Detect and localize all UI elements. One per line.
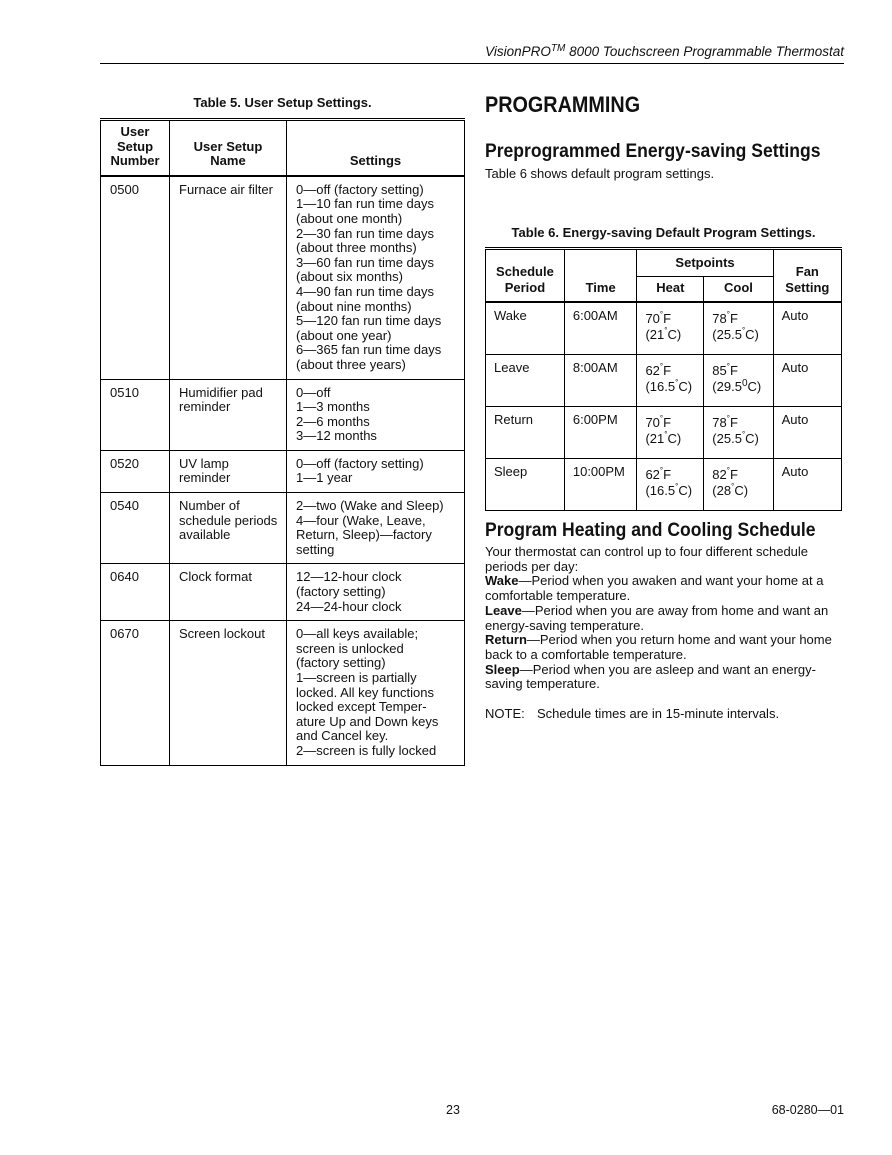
table-row bbox=[486, 407, 842, 459]
text-line: screen is unlocked bbox=[296, 640, 404, 656]
degree-sign: 0 bbox=[741, 378, 748, 389]
t6-header-fan: Fan Setting bbox=[773, 249, 841, 303]
text-line: 1—1 year bbox=[296, 470, 353, 486]
user-setup-table bbox=[100, 118, 465, 766]
setup-settings bbox=[287, 621, 465, 765]
temp-f: 70 bbox=[645, 415, 660, 430]
setup-settings bbox=[287, 450, 465, 492]
fan-setting: Auto bbox=[773, 459, 841, 511]
text-line: 2—30 fan run time days bbox=[296, 225, 435, 241]
text-line: Furnace air filter bbox=[179, 181, 273, 197]
text-line: 2—two (Wake and Sleep) bbox=[296, 498, 444, 514]
degree-sign: ° bbox=[675, 378, 679, 387]
table-row bbox=[101, 176, 465, 379]
fan-setting: Auto bbox=[773, 302, 841, 355]
temp-f: 78 bbox=[712, 311, 727, 326]
degree-sign: ° bbox=[726, 414, 730, 423]
text-line: 2—screen is fully locked bbox=[296, 742, 437, 758]
setup-name bbox=[170, 564, 287, 621]
text-line: 3—12 months bbox=[296, 428, 377, 444]
t6-header-setpoints: Setpoints bbox=[637, 249, 773, 277]
text-line: (about six months) bbox=[296, 269, 403, 285]
text-line: 5—120 fan run time days bbox=[296, 313, 442, 329]
text-line: Settings bbox=[349, 153, 402, 169]
temp-f: 85 bbox=[712, 363, 727, 378]
degree-sign: ° bbox=[659, 310, 664, 319]
subheading-preprogrammed: Preprogrammed Energy-saving Settings bbox=[485, 140, 821, 162]
schedule-description bbox=[485, 545, 845, 692]
setup-name bbox=[170, 493, 287, 564]
text-line: 3—60 fan run time days bbox=[296, 254, 435, 270]
temp-c: 29.5 bbox=[716, 379, 742, 394]
table5-caption: Table 5. User Setup Settings. bbox=[193, 95, 372, 110]
heat-setpoint: 62°F (16.5°C) bbox=[637, 355, 704, 407]
text-line: 6—365 fan run time days bbox=[296, 342, 442, 358]
text-line: Name bbox=[210, 153, 246, 169]
text-line: 24—24-hour clock bbox=[296, 598, 402, 614]
period-term: Leave bbox=[485, 602, 522, 618]
degree-sign: ° bbox=[664, 326, 668, 335]
t6-header-period: Schedule Period bbox=[486, 249, 565, 303]
text-line: 12—12-hour clock bbox=[296, 569, 402, 585]
text-line: 2—6 months bbox=[296, 413, 370, 429]
degree-sign: ° bbox=[659, 362, 664, 371]
schedule-time: 8:00AM bbox=[564, 355, 637, 407]
cool-setpoint: 85°F (29.5$^0$C) bbox=[704, 355, 773, 407]
degree-sign: ° bbox=[741, 430, 746, 439]
period-description bbox=[485, 574, 845, 603]
text-line: (about one year) bbox=[296, 327, 392, 343]
setup-settings bbox=[287, 379, 465, 450]
degree-sign: ° bbox=[675, 482, 679, 491]
text-line: energy-saving temperature. bbox=[485, 617, 644, 633]
table6-caption: Table 6. Energy-saving Default Program Settings. bbox=[511, 225, 816, 240]
note-label: NOTE: bbox=[485, 706, 525, 721]
temp-c: 16.5 bbox=[649, 483, 676, 498]
text-line: (factory setting) bbox=[296, 584, 386, 600]
text-line: locked. All key functions bbox=[296, 684, 435, 700]
setup-name bbox=[170, 450, 287, 492]
table-row bbox=[486, 302, 842, 355]
t5-header-cell bbox=[287, 120, 465, 176]
text-line: —Period when you are asleep and want an energy- bbox=[519, 661, 816, 677]
table-row bbox=[101, 493, 465, 564]
text-line: saving temperature. bbox=[485, 676, 600, 692]
t5-header-cell bbox=[170, 120, 287, 176]
text-line: ature Up and Down keys bbox=[296, 713, 439, 729]
cool-setpoint: 78°F (25.5°C) bbox=[704, 407, 773, 459]
text-line: Clock format bbox=[179, 569, 252, 585]
schedule-time: 10:00PM bbox=[564, 459, 637, 511]
table-row bbox=[101, 450, 465, 492]
text-line: reminder bbox=[179, 399, 231, 415]
temp-f: 70 bbox=[645, 311, 660, 326]
text-line: Setup bbox=[116, 138, 154, 154]
setup-settings bbox=[287, 564, 465, 621]
temp-c: 21 bbox=[649, 327, 665, 342]
preprogrammed-text: Table 6 shows default program settings. bbox=[485, 166, 715, 181]
text-line: Number bbox=[110, 153, 160, 169]
fan-setting: Auto bbox=[773, 355, 841, 407]
setup-number: 0640 bbox=[101, 564, 170, 621]
degree-sign: ° bbox=[741, 326, 746, 335]
setup-number: 0510 bbox=[101, 379, 170, 450]
heat-setpoint: 70°F (21°C) bbox=[637, 302, 704, 355]
table-row bbox=[101, 564, 465, 621]
page-number: 23 bbox=[446, 1103, 460, 1117]
degree-sign: ° bbox=[659, 414, 664, 423]
setup-name bbox=[170, 379, 287, 450]
temp-c: 21 bbox=[649, 431, 665, 446]
text-line: —Period when you awaken and want your home at a bbox=[518, 573, 824, 589]
text-line: 1—3 months bbox=[296, 399, 370, 415]
degree-sign: ° bbox=[731, 482, 735, 491]
subheading-schedule: Program Heating and Cooling Schedule bbox=[485, 519, 816, 541]
setup-number: 0500 bbox=[101, 176, 170, 379]
setup-settings bbox=[287, 176, 465, 379]
schedule-time: 6:00AM bbox=[564, 302, 637, 355]
degree-sign: ° bbox=[726, 466, 730, 475]
text-line: (about three months) bbox=[296, 240, 417, 256]
text-line: Return, Sleep)—factory bbox=[296, 527, 432, 543]
schedule-period: Wake bbox=[486, 302, 565, 355]
text-line: setting bbox=[296, 541, 335, 557]
period-term: Return bbox=[485, 632, 527, 648]
text-line: 0—all keys available; bbox=[296, 626, 419, 642]
period-description bbox=[485, 633, 845, 662]
temp-c: 25.5 bbox=[716, 327, 742, 342]
schedule-period: Leave bbox=[486, 355, 565, 407]
schedule-note bbox=[485, 706, 779, 721]
period-term: Wake bbox=[485, 573, 519, 589]
temp-f: 62 bbox=[645, 467, 660, 482]
setup-name bbox=[170, 176, 287, 379]
period-description bbox=[485, 663, 845, 692]
text-line: 1—screen is partially bbox=[296, 670, 417, 685]
text-line: 0—off (factory setting) bbox=[296, 181, 424, 197]
cool-setpoint: 78°F (25.5°C) bbox=[704, 302, 773, 355]
period-description bbox=[485, 604, 845, 633]
running-header: VisionPRO™ 8000 Touchscreen Programmable Thermostat bbox=[485, 43, 844, 59]
table-row bbox=[486, 459, 842, 511]
degree-sign: ° bbox=[726, 362, 730, 371]
text-line: 0—off (factory setting) bbox=[296, 455, 424, 471]
note-text: Schedule times are in 15-minute intervals. bbox=[537, 706, 780, 721]
schedule-period: Sleep bbox=[486, 459, 565, 511]
temp-f: 62 bbox=[645, 363, 660, 378]
text-line: Humidifier pad bbox=[179, 384, 263, 400]
temp-f: 78 bbox=[712, 415, 727, 430]
text-line: (about three years) bbox=[296, 356, 406, 372]
text-line: (about nine months) bbox=[296, 298, 412, 314]
section-heading-programming: PROGRAMMING bbox=[485, 92, 641, 117]
degree-sign: ° bbox=[664, 430, 668, 439]
setup-settings bbox=[287, 493, 465, 564]
degree-sign: ° bbox=[726, 310, 730, 319]
text-line: User bbox=[120, 124, 150, 139]
temp-c: 25.5 bbox=[716, 431, 742, 446]
table-row bbox=[486, 355, 842, 407]
temp-c: 16.5 bbox=[649, 379, 676, 394]
text-line: available bbox=[179, 527, 231, 543]
text-line: (about one month) bbox=[296, 210, 403, 226]
setup-name bbox=[170, 621, 287, 765]
setup-number: 0670 bbox=[101, 621, 170, 765]
text-line: 0—off bbox=[296, 384, 331, 400]
schedule-period: Return bbox=[486, 407, 565, 459]
heat-setpoint: 62°F (16.5°C) bbox=[637, 459, 704, 511]
setup-number: 0540 bbox=[101, 493, 170, 564]
cool-setpoint: 82°F (28°C) bbox=[704, 459, 773, 511]
text-line: comfortable temperature. bbox=[485, 588, 631, 604]
schedule-intro: Your thermostat can control up to four different schedule periods per day: bbox=[485, 544, 809, 574]
text-line: 4—90 fan run time days bbox=[296, 283, 435, 299]
t6-header-heat: Heat bbox=[637, 277, 704, 303]
temp-f: 82 bbox=[712, 467, 727, 482]
text-line: UV lamp reminder bbox=[179, 455, 231, 486]
fan-setting: Auto bbox=[773, 407, 841, 459]
text-line: back to a comfortable temperature. bbox=[485, 646, 687, 662]
text-line: 4—four (Wake, Leave, bbox=[296, 512, 426, 528]
header-rule bbox=[100, 63, 844, 64]
text-line: and Cancel key. bbox=[296, 728, 389, 744]
document-code: 68-0280—01 bbox=[771, 1103, 844, 1117]
t5-header-cell bbox=[101, 120, 170, 176]
text-line: Number of bbox=[179, 498, 240, 514]
t6-header-cool: Cool bbox=[704, 277, 773, 303]
temp-c: 28 bbox=[716, 483, 732, 498]
text-line: schedule periods bbox=[179, 512, 278, 528]
energy-saving-table bbox=[485, 247, 842, 511]
text-line: User Setup bbox=[193, 138, 263, 154]
schedule-time: 6:00PM bbox=[564, 407, 637, 459]
table-row bbox=[101, 621, 465, 765]
degree-sign: ° bbox=[659, 466, 664, 475]
text-line: —Period when you return home and want your home bbox=[526, 632, 832, 648]
setup-number: 0520 bbox=[101, 450, 170, 492]
text-line: Screen lockout bbox=[179, 626, 265, 642]
text-line: 1—10 fan run time days bbox=[296, 196, 435, 212]
text-line: (factory setting) bbox=[296, 655, 386, 671]
table-row bbox=[101, 379, 465, 450]
text-line: locked except Temper- bbox=[296, 699, 427, 715]
heat-setpoint: 70°F (21°C) bbox=[637, 407, 704, 459]
period-term: Sleep bbox=[485, 661, 520, 677]
t6-header-time: Time bbox=[564, 249, 637, 303]
text-line: —Period when you are away from home and want an bbox=[521, 602, 829, 618]
